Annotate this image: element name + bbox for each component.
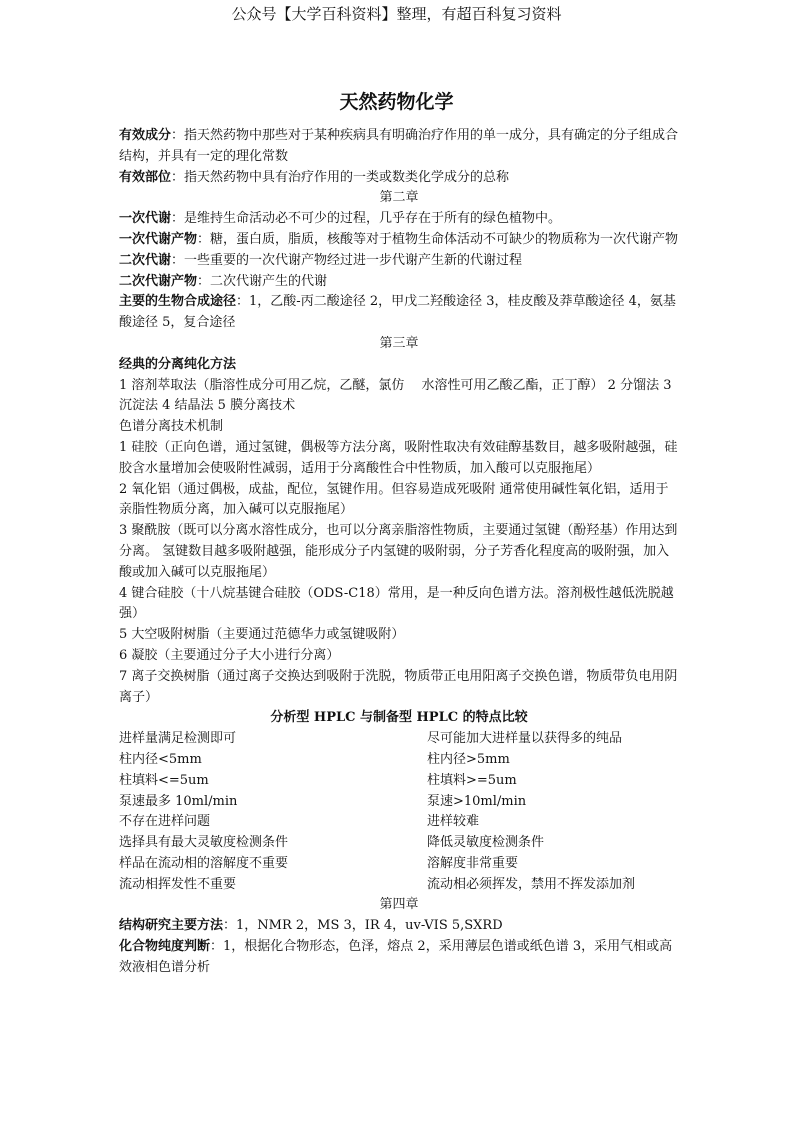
chapter-heading-2: 第二章 [379, 190, 419, 206]
term: 主要的生物合成途径 [119, 294, 237, 310]
definition-text: 二次代谢产生的代谢 [210, 273, 328, 289]
definition-primary-metabolism [119, 209, 679, 230]
term-separator: ： [236, 294, 250, 310]
comparison-left-cell: 不存在进样问题 [119, 814, 211, 830]
term-separator: ： [210, 939, 224, 955]
definition-structure-methods [119, 916, 679, 937]
definition-text: 一些重要的一次代谢产物经过进一步代谢产生新的代谢过程 [184, 252, 523, 268]
document-body [119, 126, 679, 979]
paragraph: 色谱分离技术机制 [119, 419, 224, 435]
definition-biosynthesis-pathways [119, 292, 679, 334]
comparison-title: 分析型 HPLC 与制备型 HPLC 的特点比较 [270, 710, 528, 726]
comparison-row [119, 792, 679, 813]
term-separator: ： [171, 169, 185, 185]
definition-primary-metabolite [119, 230, 679, 251]
comparison-left-cell: 柱填料<=5um [119, 772, 209, 788]
comparison-row [119, 729, 679, 750]
definition-effective-component [119, 126, 679, 168]
comparison-right-cell: 尽可能加大进样量以获得多的纯品 [427, 731, 623, 747]
comparison-left-cell: 柱内径<5mm [119, 751, 202, 767]
definition-text: 1，根据化合物形态，色泽，熔点 2，采用薄层色谱或纸色谱 3，采用气相或高效液相色谱分析 [119, 939, 673, 975]
comparison-row [119, 875, 679, 896]
term-separator: ： [197, 273, 211, 289]
definition-text: 糖，蛋白质，脂质，核酸等对于植物生命体活动不可缺少的物质称为一次代谢产物 [210, 231, 679, 247]
term-separator: ： [171, 128, 185, 143]
comparison-table [119, 729, 679, 895]
definition-secondary-metabolite [119, 272, 679, 293]
definition-text: 指天然药物中具有治疗作用的一类或数类化学成分的总称 [184, 169, 510, 185]
comparison-left-cell: 流动相挥发性不重要 [119, 876, 237, 892]
term: 二次代谢 [119, 252, 172, 268]
paragraph: 4 键合硅胶（十八烷基键合硅胶（ODS-C18）常用，是一种反向色谱方法。溶剂极性越低洗脱越强） [119, 585, 674, 622]
section-heading-separation: 经典的分离纯化方法 [119, 356, 237, 372]
paragraph: 6 凝胶（主要通过分子大小进行分离） [119, 647, 340, 663]
page-header: 公众号【大学百科资料】整理，有超百科复习资料 [231, 5, 562, 23]
comparison-right-cell: 柱内径>5mm [427, 751, 510, 767]
comparison-row [119, 854, 679, 875]
term: 一次代谢 [119, 211, 172, 227]
comparison-left-cell: 进样量满足检测即可 [119, 731, 237, 747]
comparison-right-cell: 流动相必须挥发，禁用不挥发添加剂 [427, 876, 636, 892]
comparison-right-cell: 溶解度非常重要 [427, 855, 519, 871]
comparison-left-cell: 选择具有最大灵敏度检测条件 [119, 835, 289, 851]
comparison-row [119, 833, 679, 854]
comparison-row [119, 812, 679, 833]
paragraph: 1 溶剂萃取法（脂溶性成分可用乙烷，乙醚，氯仿 水溶性可用乙酸乙酯，正丁醇） 2 分馏法 3 沉淀法 4 结晶法 5 膜分离技术 [119, 377, 672, 414]
paragraph: 2 氧化铝（通过偶极，成盐，配位，氢键作用。但容易造成死吸附 通常使用碱性氧化铝，适用于亲脂性物质分离，加入碱可以克服拖尾） [119, 481, 669, 518]
comparison-row [119, 771, 679, 792]
document-title: 天然药物化学 [339, 91, 454, 113]
comparison-right-cell: 降低灵敏度检测条件 [427, 835, 545, 851]
definition-text: 指天然药物中那些对于某种疾病具有明确治疗作用的单一成分，具有确定的分子组成合结构，并具有一定的理化常数 [119, 128, 679, 164]
comparison-right-cell: 进样较难 [427, 814, 480, 830]
comparison-right-cell: 柱填料>=5um [427, 772, 517, 788]
definition-purity-judgement [119, 937, 679, 979]
paragraph: 7 离子交换树脂（通过离子交换达到吸附于洗脱，物质带正电用阳离子交换色谱，物质带负电用阴离子） [119, 668, 678, 705]
comparison-left-cell: 泵速最多 10ml/min [119, 793, 238, 809]
term-separator: ： [171, 211, 185, 227]
term-separator: ： [197, 231, 211, 247]
chapter-heading-3: 第三章 [379, 335, 419, 351]
comparison-left-cell: 样品在流动相的溶解度不重要 [119, 855, 289, 871]
paragraph: 3 聚酰胺（既可以分离水溶性成分，也可以分离亲脂溶性物质，主要通过氢键（酚羟基）作用达到分离。 氢键数目越多吸附越强，能形成分子内氢键的吸附弱，分子芳香化程度高的吸附强，加入酸或加入碱可以克服拖尾） [119, 523, 678, 580]
comparison-right-cell: 泵速>10ml/min [427, 793, 527, 809]
paragraph: 1 硅胶（正向色谱，通过氢键，偶极等方法分离，吸附性取决有效硅醇基数目，越多吸附越强，硅胶含水量增加会使吸附性减弱，适用于分离酸性合中性物质，加入酸可以克服拖尾） [119, 439, 678, 476]
definition-secondary-metabolism [119, 251, 679, 272]
term: 二次代谢产物 [119, 273, 198, 289]
paragraph: 5 大空吸附树脂（主要通过范德华力或氢键吸附） [119, 627, 405, 643]
term: 结构研究主要方法 [119, 918, 224, 934]
term: 有效成分 [119, 128, 172, 143]
term: 有效部位 [119, 169, 172, 185]
definition-effective-part [119, 168, 679, 189]
comparison-row [119, 750, 679, 771]
definition-text: 1，乙酸-丙二酸途径 2，甲戊二羟酸途径 3，桂皮酸及莽草酸途径 4，氨基酸途径 5，复合途径 [119, 294, 676, 331]
term-separator: ： [223, 918, 237, 934]
term-separator: ： [171, 252, 185, 268]
definition-text: 1，NMR 2，MS 3，IR 4，uv-VIS 5,SXRD [236, 918, 503, 934]
term: 化合物纯度判断 [119, 939, 211, 955]
definition-text: 是维持生命活动必不可少的过程，几乎存在于所有的绿色植物中。 [184, 211, 562, 227]
chapter-heading-4: 第四章 [379, 897, 419, 913]
term: 一次代谢产物 [119, 231, 198, 247]
